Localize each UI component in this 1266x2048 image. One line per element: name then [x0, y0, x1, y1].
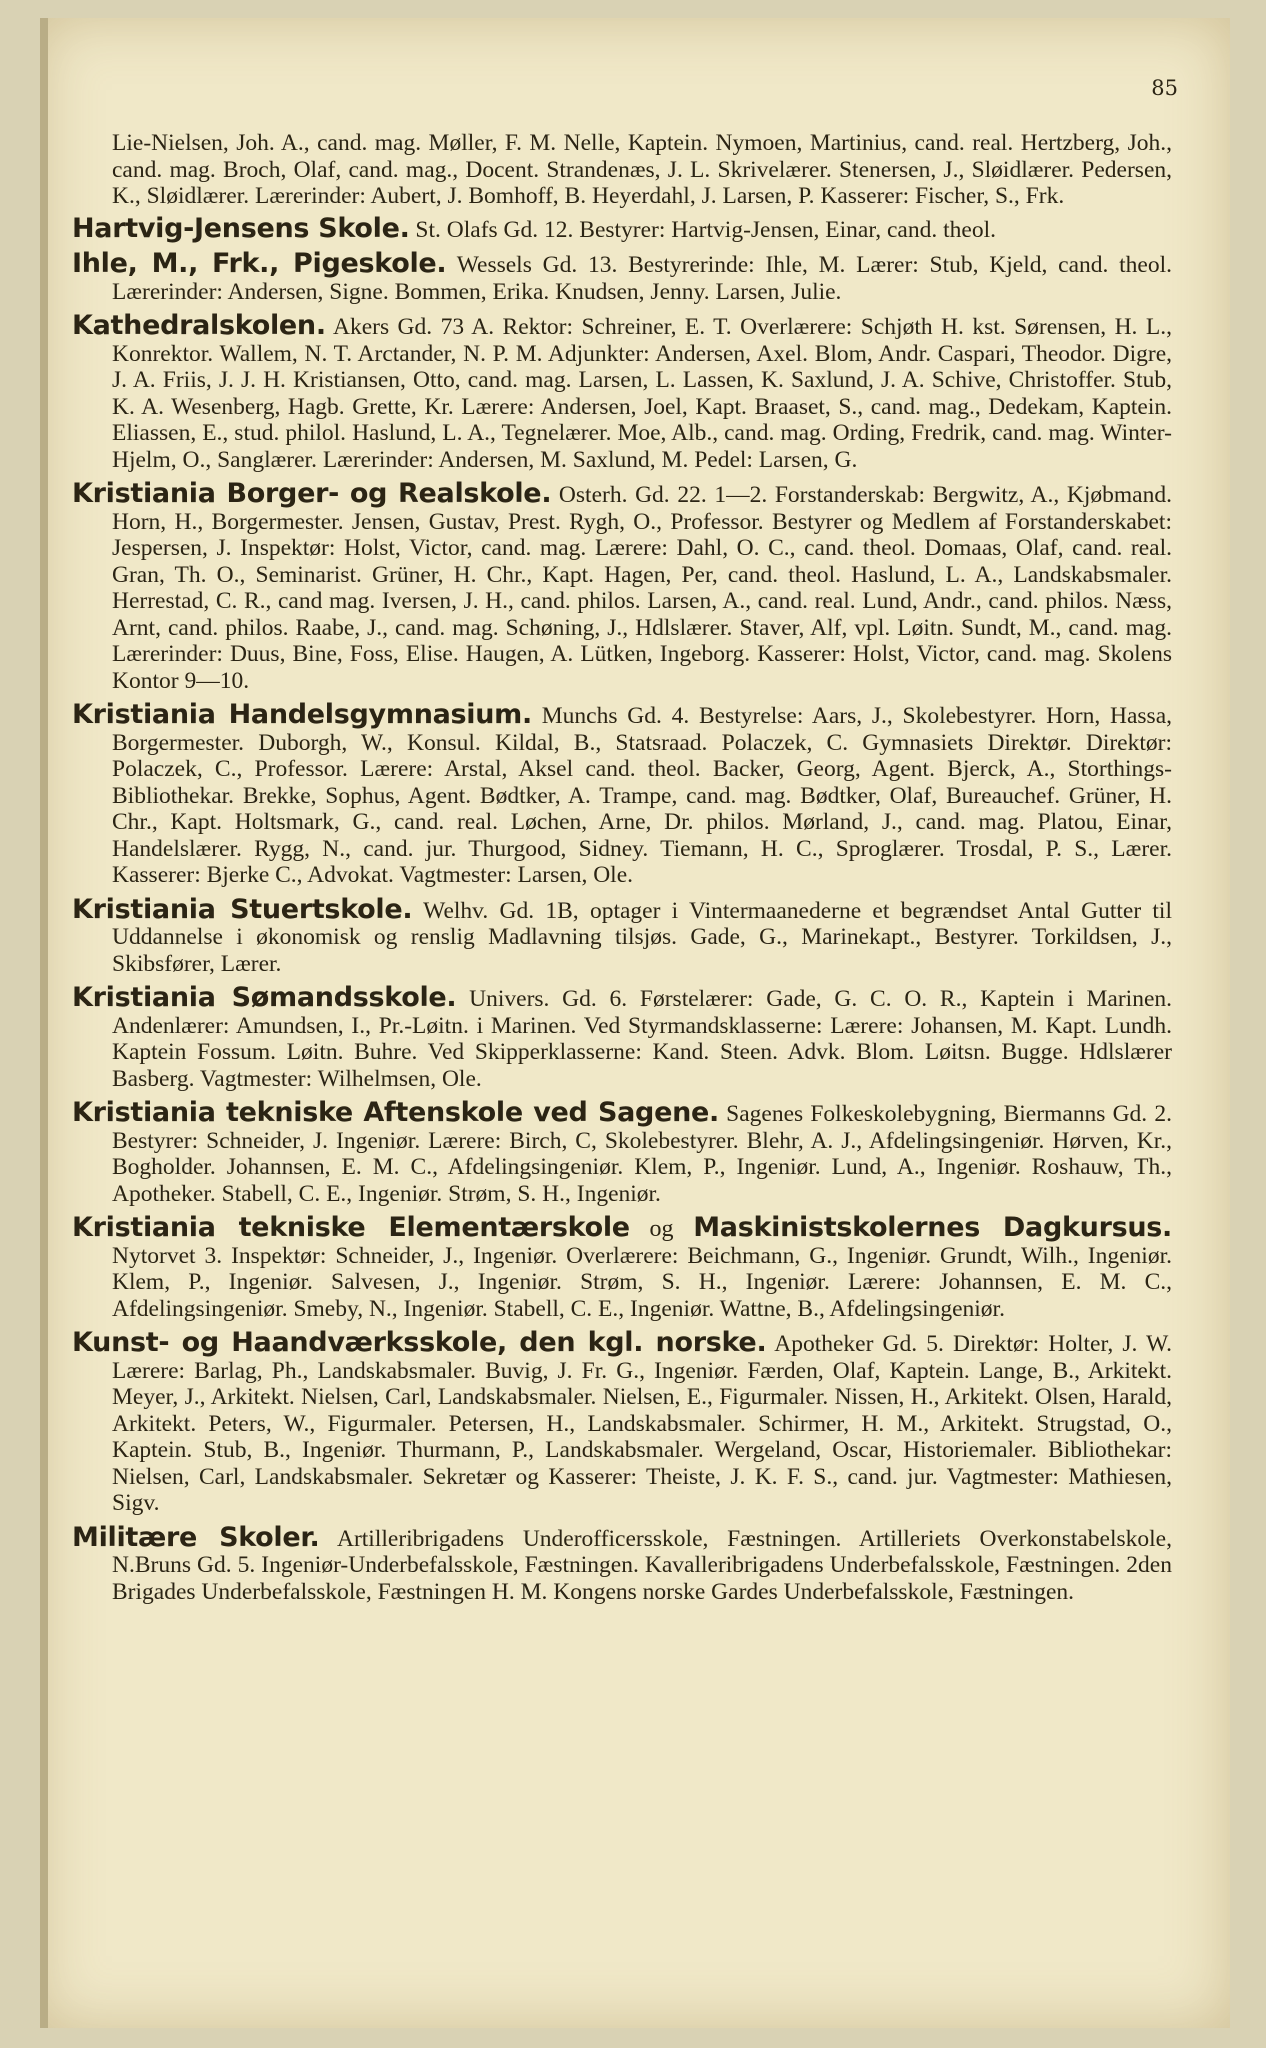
directory-entry	[72, 1212, 1173, 1322]
page-number: 85	[1151, 76, 1178, 100]
entry-name-connector: og	[649, 1216, 674, 1242]
entry-name: Ihle, M., Frk., Pigeskole.	[72, 248, 447, 279]
entry-name: Militære Skoler.	[72, 1521, 320, 1553]
page-edge	[40, 18, 48, 2028]
directory-entry	[72, 310, 1172, 473]
directory-entry	[72, 982, 1173, 1092]
entry-name: Kristiania Handelsgymnasium.	[72, 699, 532, 730]
directory-entry	[72, 893, 1172, 978]
directory-entry	[72, 1097, 1172, 1207]
directory-entry	[72, 248, 1172, 305]
entry-text: Univers. Gd. 6. Førstelærer: Gade, G. C. O. R., Kaptein i Marinen. Andenlærer: Amundsen, I., Pr.-Løitn. i Marinen. Ved Styrmandsklasserne: Lærere: Johansen, M. Kapt. Lundh. Kaptein Fossum. Løitn. Buhre. Ved Skipperklasserne: Kand. Steen. Advk. Blom. Løitsn. Bugge. Hdlslærer Basberg. Vagtmester: Wilhelmsen, Ole.	[112, 986, 1173, 1092]
directory-entry	[72, 699, 1173, 889]
entry-name: Kristiania Sømandsskole.	[72, 982, 457, 1013]
entry-text: Wessels Gd. 13. Bestyrerinde: Ihle, M. Lærer: Stub, Kjeld, cand. theol. Lærerinder: Andersen, Signe. Bommen, Erika. Knudsen, Jenny. Larsen, Julie.	[112, 252, 1172, 305]
entry-name: Kathedralskolen.	[72, 310, 326, 341]
directory-entry	[72, 478, 1172, 694]
continued-entry-text: Lie-Nielsen, Joh. A., cand. mag. Møller, F. M. Nelle, Kaptein. Nymoen, Martinius, cand. real. Hertzberg, Joh., cand. mag. Broch, Olaf, cand. mag., Docent. Strandenæs, J. L. Skrivelærer. Stenersen, J., Sløidlærer. Pedersen, K., Sløidlærer. Lærerinder: Aubert, J. Bomhoff, B. Heyerdahl, J. Larsen, P. Kasserer: Fischer, S., Frk.	[112, 130, 1172, 209]
directory-entry	[72, 1327, 1172, 1517]
entry-text: Artilleribrigadens Underofficersskole, Fæstningen. Artilleriets Overkonstabelskole, N.Bruns Gd. 5. Ingeniør-Underbefalsskole, Fæstningen. Kavalleribrigadens Underbefalsskole, Fæstningen. 2den Brigades Underbefalsskole, Fæstningen H. M. Kongens norske Gardes Underbefalsskole, Fæstningen.	[112, 1525, 1172, 1605]
entry-name: Kristiania Borger- og Realskole.	[72, 478, 552, 509]
entry-text: Akers Gd. 73 A. Rektor: Schreiner, E. T. Overlærere: Schjøth H. kst. Sørensen, H. L., Konrektor. Wallem, N. T. Arctander, N. P. M. Adjunkter: Andersen, Axel. Blom, Andr. Caspari, Theodor. Digre, J. A. Friis, J. J. H. Kristiansen, Otto, cand. mag. Larsen, L. Lassen, K. Saxlund, J. A. Schive, Christoffer. Stub, K. A. Wesenberg, Hagb. Grette, Kr. Lærere: Andersen, Joel, Kapt. Braaset, S., cand. mag., Dedekam, Kaptein. Eliassen, E., stud. philol. Haslund, L. A., Tegnelærer. Moe, Alb., cand. mag. Ording, Fredrik, cand. mag. Winter-Hjelm, O., Sanglærer. Lærerinder: Andersen, M. Saxlund, M. Pedel: Larsen, G.	[112, 314, 1172, 473]
entry-text: Nytorvet 3. Inspektør: Schneider, J., Ingeniør. Overlærere: Beichmann, G., Ingeniør. Grundt, Wilh., Ingeniør. Klem, P., Ingeniør. Salvesen, J., Ingeniør. Strøm, S. H., Ingeniør. Lærere: Johannsen, E. M. C., Afdelingsingeniør. Smeby, N., Ingeniør. Stabell, C. E., Ingeniør. Wattne, B., Afdelingsingeniør.	[112, 1242, 1172, 1322]
entry-name: Kunst- og Haandværksskole, den kgl. norske.	[72, 1327, 767, 1358]
entry-text: Apotheker Gd. 5. Direktør: Holter, J. W. Lærere: Barlag, Ph., Landskabsmaler. Buvig, J. Fr. G., Ingeniør. Færden, Olaf, Kaptein. Lange, B., Arkitekt. Meyer, J., Arkitekt. Nielsen, Carl, Landskabsmaler. Nielsen, E., Figurmaler. Nissen, H., Arkitekt. Olsen, Harald, Arkitekt. Peters, W., Figurmaler. Petersen, H., Landskabsmaler. Schirmer, H. M., Arkitekt. Strugstad, O., Kaptein. Stub, B., Ingeniør. Thurmann, P., Landskabsmaler. Wergeland, Oscar, Historiemaler. Bibliothekar: Nielsen, Carl, Landskabsmaler. Sekretær og Kasserer: Theiste, J. K. F. S., cand. jur. Vagtmester: Mathiesen, Sigv.	[112, 1331, 1172, 1516]
entry-name: Kristiania tekniske Aftenskole ved Sagene.	[72, 1097, 719, 1128]
entry-text: Welhv. Gd. 1B, optager i Vintermaanederne et begrændset Antal Gutter til Uddannelse i økonomisk og renslig Madlavning tilsjøs. Gade, G., Marinekapt., Bestyrer. Torkildsen, J., Skibsfører, Lærer.	[112, 897, 1172, 977]
entry-name-secondary: Maskinistskolernes Dagkursus.	[693, 1212, 1173, 1243]
entry-text: Osterh. Gd. 22. 1—2. Forstanderskab: Bergwitz, A., Kjøbmand. Horn, H., Borgermester. Jensen, Gustav, Prest. Rygh, O., Professor. Bestyrer og Medlem af Forstanderskabet: Jespersen, J. Inspektør: Holst, Victor, cand. mag. Lærere: Dahl, O. C., cand. theol. Domaas, Olaf, cand. real. Gran, Th. O., Seminarist. Grüner, H. Chr., Kapt. Hagen, Per, cand. theol. Haslund, L. A., Landskabsmaler. Herrestad, C. R., cand mag. Iversen, J. H., cand. philos. Larsen, A., cand. real. Lund, Andr., cand. philos. Næss, Arnt, cand. philos. Raabe, J., cand. mag. Schøning, J., Hdlslærer. Staver, Alf, vpl. Løitn. Sundt, M., cand. mag. Lærerinder: Duus, Bine, Foss, Elise. Haugen, A. Lütken, Ingeborg. Kasserer: Holst, Victor, cand. mag. Skolens Kontor 9—10.	[112, 482, 1172, 694]
directory-entry	[72, 212, 1172, 244]
entry-name: Hartvig-Jensens Skole.	[72, 212, 410, 244]
entry-name: Kristiania Stuertskole.	[72, 893, 413, 925]
directory-entry	[72, 1521, 1172, 1606]
page-content	[72, 130, 1172, 1613]
entry-name: Kristiania tekniske Elementærskole	[72, 1212, 630, 1243]
entry-text: Munchs Gd. 4. Bestyrelse: Aars, J., Skolebestyrer. Horn, Hassa, Borgermester. Duborgh, W., Konsul. Kildal, B., Statsraad. Polaczek, C. Gymnasiets Direktør. Direktør: Polaczek, C., Professor. Lærere: Arstal, Aksel cand. theol. Backer, Georg, Agent. Bjerck, A., Storthings-Bibliothekar. Brekke, Sophus, Agent. Bødtker, A. Trampe, cand. mag. Bødtker, Olaf, Bureauchef. Grüner, H. Chr., Kapt. Holtsmark, G., cand. real. Løchen, Arne, Dr. philos. Mørland, J., cand. mag. Platou, Einar, Handelslærer. Rygg, N., cand. jur. Thurgood, Sidney. Tiemann, H. C., Sproglærer. Trosdal, P. S., Lærer. Kasserer: Bjerke C., Advokat. Vagtmester: Larsen, Ole.	[112, 703, 1173, 888]
entry-text: St. Olafs Gd. 12. Bestyrer: Hartvig-Jensen, Einar, cand. theol.	[415, 216, 996, 243]
entry-text: Sagenes Folkeskolebygning, Biermanns Gd. 2. Bestyrer: Schneider, J. Ingeniør. Lærere: Birch, C, Skolebestyrer. Blehr, A. J., Afdelingsingeniør. Hørven, Kr., Bogholder. Johannsen, E. M. C., Afdelingsingeniør. Klem, P., Ingeniør. Lund, A., Ingeniør. Roshauw, Th., Apotheker. Stabell, C. E., Ingeniør. Strøm, S. H., Ingeniør.	[112, 1101, 1172, 1207]
